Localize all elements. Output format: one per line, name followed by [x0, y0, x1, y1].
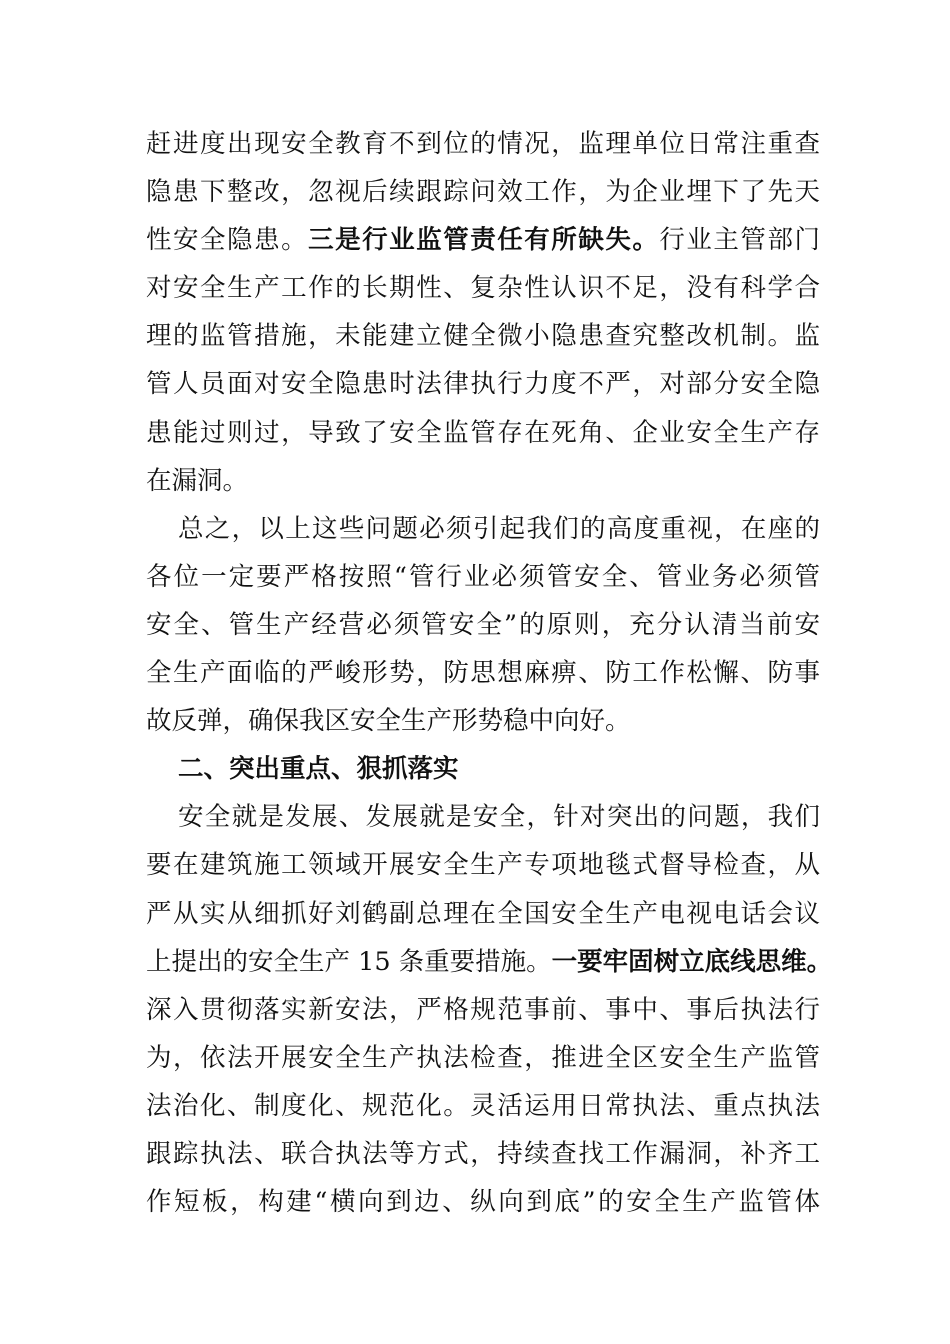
text-line: 总之，以上这些问题必须引起我们的高度重视，在座的: [178, 513, 820, 544]
text-line: 在漏洞。: [146, 465, 249, 496]
text-line: 深入贯彻落实新安法，严格规范事前、事中、事后执法行: [146, 994, 820, 1025]
text-line: 作短板，构建“横向到边、纵向到底”的安全生产监管体: [146, 1187, 820, 1218]
text-line: 为，依法开展安全生产执法检查，推进全区安全生产监管: [146, 1042, 820, 1073]
text-line: 管人员面对安全隐患时法律执行力度不严，对部分安全隐: [146, 369, 820, 400]
text-line: 跟踪执法、联合执法等方式，持续查找工作漏洞，补齐工: [146, 1138, 820, 1169]
text-line: 全生产面临的严峻形势，防思想麻痹、防工作松懈、防事: [146, 658, 820, 689]
text-line: 理的监管措施，未能建立健全微小隐患查究整改机制。监: [146, 321, 820, 352]
text-line: 严从实从细抓好刘鹤副总理在全国安全生产电视电话会议: [146, 898, 820, 929]
text-line: 安全、管生产经营必须管安全”的原则，充分认清当前安: [146, 609, 820, 640]
text-line: 患能过则过，导致了安全监管存在死角、企业安全生产存: [146, 417, 820, 448]
bold-point-one: 一要牢固树立底线思维。: [551, 946, 833, 977]
text-line: 故反弹，确保我区安全生产形势稳中向好。: [146, 706, 631, 737]
section-heading: 二、突出重点、狠抓落实: [178, 754, 459, 785]
text-run: 行业主管部门: [659, 225, 820, 256]
text-line: 赶进度出现安全教育不到位的情况，监理单位日常注重查: [146, 129, 820, 159]
paragraph-key-measures: [146, 793, 833, 1226]
text-line: [146, 216, 820, 264]
paragraph-summary: [146, 505, 820, 745]
text-line: [146, 938, 833, 986]
text-line: 安全就是发展、发展就是安全，针对突出的问题，我们: [178, 802, 820, 833]
text-line: 对安全生产工作的长期性、复杂性认识不足，没有科学合: [146, 273, 820, 304]
text-line: 各位一定要严格按照“管行业必须管安全、管业务必须管: [146, 561, 820, 592]
text-run: 上提出的安全生产 15 条重要措施。: [146, 946, 552, 977]
text-line: 要在建筑施工领域开展安全生产专项地毯式督导检查，从: [146, 850, 820, 881]
document-page: [146, 120, 833, 1226]
bold-point-three: 三是行业监管责任有所缺失。: [308, 225, 660, 256]
text-line: 法治化、制度化、规范化。灵活运用日常执法、重点执法: [146, 1090, 820, 1121]
text-line: 隐患下整改，忽视后续跟踪问效工作，为企业埋下了先天: [146, 177, 820, 208]
text-run: 性安全隐患。: [146, 225, 309, 256]
paragraph-hidden-danger-continued: [146, 120, 820, 505]
